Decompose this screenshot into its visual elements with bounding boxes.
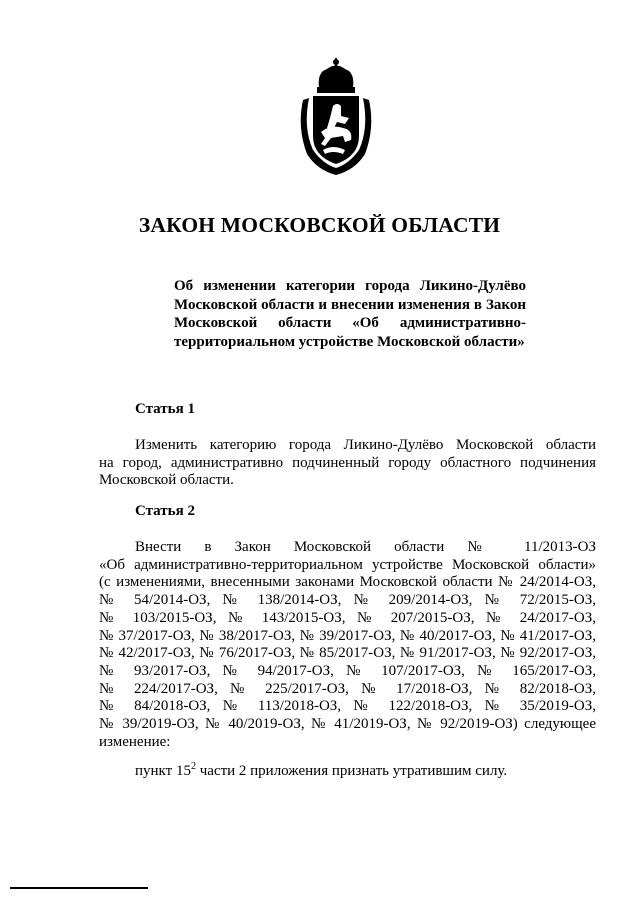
paragraph-line: № 224/2017-ОЗ, № 225/2017-ОЗ, № 17/2018-ОЗ, № 82/2018-ОЗ, <box>99 680 596 697</box>
paragraph-line: № 54/2014-ОЗ, № 138/2014-ОЗ, № 209/2014-ОЗ, № 72/2015-ОЗ, <box>99 592 596 609</box>
subtitle-line: Московской области «Об административно- <box>174 315 526 331</box>
paragraph-line: Изменить категорию города Ликино-Дулёво Московской области <box>135 437 596 453</box>
document-title: ЗАКОН МОСКОВСКОЙ ОБЛАСТИ <box>138 213 501 237</box>
paragraph-line: на город, административно подчиненный городу областного подчинения <box>99 454 596 471</box>
article-1-heading: Статья 1 <box>135 401 195 417</box>
article-1-text <box>99 437 596 490</box>
final-clause-superscript: 2 <box>190 761 196 772</box>
article-2-text <box>99 539 596 751</box>
paragraph-line: № 37/2017-ОЗ, № 38/2017-ОЗ, № 39/2017-ОЗ, № 40/2017-ОЗ, № 41/2017-ОЗ, <box>99 627 596 644</box>
paragraph-line: № 103/2015-ОЗ, № 143/2015-ОЗ, № 207/2015-ОЗ, № 24/2017-ОЗ, <box>99 609 596 626</box>
final-clause-text-end: части 2 приложения признать утратившим силу. <box>195 763 508 779</box>
paragraph-line: «Об административно-территориальном устройстве Московской области» <box>99 556 596 573</box>
subtitle-line: Московской области и внесении изменения в Закон <box>174 296 526 313</box>
paragraph-line: № 42/2017-ОЗ, № 76/2017-ОЗ, № 85/2017-ОЗ, № 91/2017-ОЗ, № 92/2017-ОЗ, <box>99 645 596 662</box>
paragraph-line: № 39/2019-ОЗ, № 40/2019-ОЗ, № 41/2019-ОЗ, № 92/2019-ОЗ) следующее <box>99 716 596 733</box>
paragraph-line: Московской области. <box>99 472 234 489</box>
paragraph-line: № 93/2017-ОЗ, № 94/2017-ОЗ, № 107/2017-ОЗ, № 165/2017-ОЗ, <box>99 662 596 679</box>
final-clause <box>135 763 507 780</box>
emblem-icon <box>297 58 375 176</box>
footnote-separator-line <box>10 887 148 889</box>
final-clause-text: пункт 15 <box>135 763 191 779</box>
paragraph-line: № 84/2018-ОЗ, № 113/2018-ОЗ, № 122/2018-ОЗ, № 35/2019-ОЗ, <box>99 698 596 715</box>
paragraph-line: изменение: <box>99 733 171 750</box>
coat-of-arms-emblem <box>297 58 375 176</box>
subtitle-line: Об изменении категории города Ликино-Дулёво <box>174 278 526 294</box>
paragraph-line: Внести в Закон Московской области № 11/2013-ОЗ <box>135 539 596 555</box>
subtitle-line: территориальном устройстве Московской области» <box>174 333 525 350</box>
document-subtitle <box>174 277 526 351</box>
paragraph-line: (с изменениями, внесенными законами Московской области № 24/2014-ОЗ, <box>99 574 596 591</box>
article-2-heading: Статья 2 <box>135 503 195 519</box>
